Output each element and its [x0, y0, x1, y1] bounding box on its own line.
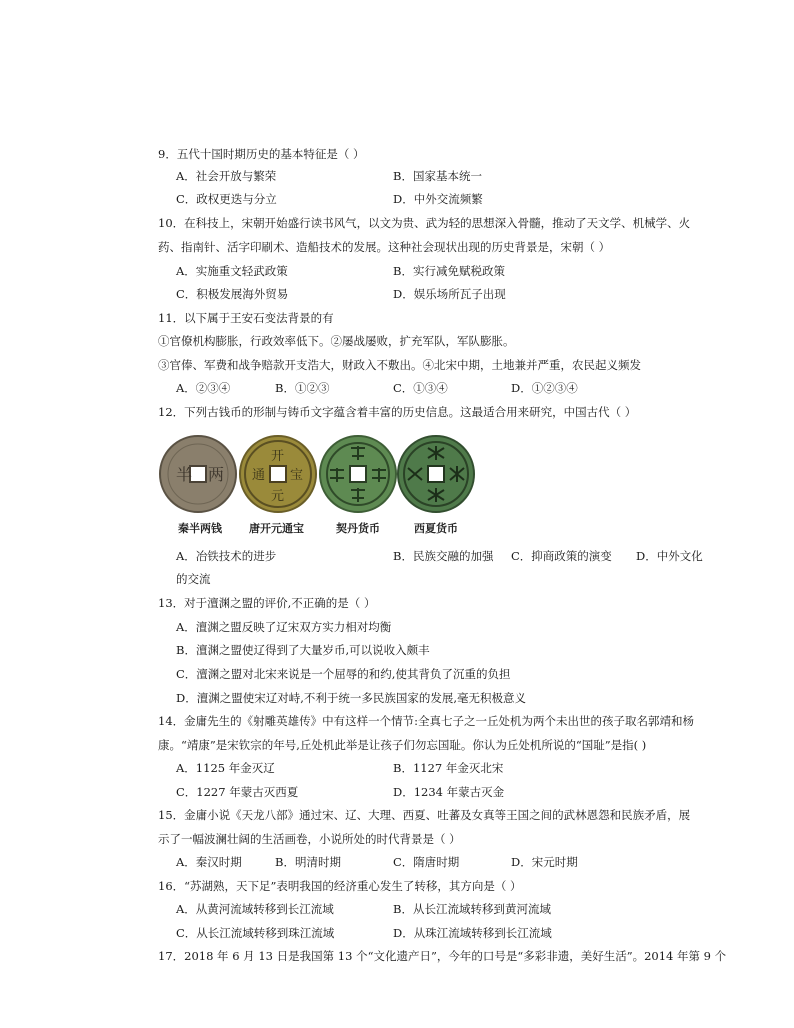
- q14-stem-line1: 14．金庸先生的《射雕英雄传》中有这样一个情节:全真七子之一丘处机为两个未出世的孩子取名郭靖和杨: [158, 714, 695, 728]
- q11-stem: 11．以下属于王安石变法背景的有: [158, 311, 334, 325]
- svg-text:元: 元: [271, 489, 285, 504]
- q14-option-d[interactable]: D．1234 年蒙古灭金: [393, 785, 505, 799]
- q16-stem: 16．“苏湖熟，天下足”表明我国的经济重心发生了转移，其方向是（ ）: [158, 879, 522, 893]
- q15-option-b[interactable]: B．明清时期: [275, 855, 341, 869]
- qin-banliang-coin-image: [158, 434, 238, 514]
- q16-option-d[interactable]: D．从珠江流域转移到长江流域: [393, 926, 552, 940]
- svg-text:半: 半: [176, 465, 193, 484]
- q10-stem-line2: 药、指南针、活字印刷术、造船技术的发展。这种社会现状出现的历史背景是，宋朝（ ）: [158, 240, 611, 254]
- q15-option-d[interactable]: D．宋元时期: [511, 855, 578, 869]
- q11-option-b[interactable]: B．①②③: [275, 381, 330, 395]
- q16-option-b[interactable]: B．从长江流域转移到黄河流域: [393, 902, 551, 916]
- svg-text:开: 开: [271, 449, 285, 464]
- q13-stem: 13．对于澶渊之盟的评价,不正确的是（ ）: [158, 596, 376, 610]
- q13-option-d[interactable]: D．澶渊之盟使宋辽对峙,不利于统一多民族国家的发展,毫无积极意义: [176, 691, 527, 705]
- q11-option-d[interactable]: D．①②③④: [511, 381, 578, 395]
- q16-option-a[interactable]: A．从黄河流域转移到长江流域: [176, 902, 334, 916]
- q9-option-c[interactable]: C．政权更迭与分立: [176, 192, 277, 206]
- svg-text:宝: 宝: [290, 468, 304, 483]
- q12-option-b[interactable]: B．民族交融的加强: [393, 549, 494, 563]
- q11-option-a[interactable]: A．②③④: [176, 381, 231, 395]
- q15-stem-line1: 15．金庸小说《天龙八部》通过宋、辽、大理、西夏、吐蕃及女真等王国之间的武林恩怨和民族矛盾，展: [158, 808, 691, 822]
- q10-option-b[interactable]: B．实行减免赋税政策: [393, 264, 505, 278]
- xixia-coin-image: [396, 434, 476, 514]
- q11-item-line1: ①官僚机构膨胀，行政效率低下。②屡战屡败，扩充军队，军队膨胀。: [158, 334, 515, 348]
- q11-option-c[interactable]: C．①③④: [393, 381, 448, 395]
- svg-text:两: 两: [208, 465, 225, 484]
- q12-option-c[interactable]: C．抑商政策的演变: [511, 549, 612, 563]
- q9-option-d[interactable]: D．中外交流频繁: [393, 192, 483, 206]
- q12-option-d-continued: 的交流: [176, 572, 211, 586]
- q15-option-a[interactable]: A．秦汉时期: [176, 855, 242, 869]
- q15-stem-line2: 示了一幅波澜壮阔的生活画卷，小说所处的时代背景是（ ）: [158, 832, 461, 846]
- q12-option-a[interactable]: A．冶铁技术的进步: [176, 549, 277, 563]
- q10-option-c[interactable]: C．积极发展海外贸易: [176, 287, 289, 301]
- q14-option-c[interactable]: C．1227 年蒙古灭西夏: [176, 785, 299, 799]
- coin-images: [158, 430, 478, 540]
- q9-option-a[interactable]: A．社会开放与繁荣: [176, 169, 277, 183]
- svg-text:通: 通: [252, 468, 266, 483]
- coin-caption-qin: 秦半两钱: [178, 522, 222, 535]
- q13-option-a[interactable]: A．澶渊之盟反映了辽宋双方实力相对均衡: [176, 620, 392, 634]
- coin-caption-khitan: 契丹货币: [336, 522, 380, 535]
- coin-caption-tang: 唐开元通宝: [249, 522, 304, 535]
- q14-option-b[interactable]: B．1127 年金灭北宋: [393, 761, 504, 775]
- q10-option-d[interactable]: D．娱乐场所瓦子出现: [393, 287, 506, 301]
- tang-kaiyuan-coin-image: [238, 434, 318, 514]
- q17-stem: 17．2018 年 6 月 13 日是我国第 13 个“文化遗产日”，今年的口号是“多彩非遗，美好生活”。2014 年第 9 个: [158, 949, 727, 963]
- khitan-coin-image: [318, 434, 398, 514]
- q15-option-c[interactable]: C．隋唐时期: [393, 855, 460, 869]
- q12-option-d[interactable]: D．中外文化: [636, 549, 703, 563]
- coin-caption-xixia: 西夏货币: [414, 522, 458, 535]
- q14-stem-line2: 康。“靖康”是宋钦宗的年号,丘处机此举是让孩子们勿忘国耻。你认为丘处机所说的“国耻”是指( ): [158, 738, 647, 752]
- q13-option-c[interactable]: C．澶渊之盟对北宋来说是一个屈辱的和约,使其背负了沉重的负担: [176, 667, 511, 681]
- q16-option-c[interactable]: C．从长江流域转移到珠江流域: [176, 926, 335, 940]
- q10-stem-line1: 10．在科技上，宋朝开始盛行读书风气，以文为贵、武为轻的思想深入骨髓，推动了天文学、机械学、火: [158, 216, 691, 230]
- q9-option-b[interactable]: B．国家基本统一: [393, 169, 482, 183]
- q14-option-a[interactable]: A．1125 年金灭辽: [176, 761, 275, 775]
- q13-option-b[interactable]: B．澶渊之盟使辽得到了大量岁币,可以说收入颇丰: [176, 643, 430, 657]
- q12-stem: 12．下列古钱币的形制与铸币文字蕴含着丰富的历史信息。这最适合用来研究，中国古代（ ）: [158, 405, 637, 419]
- q9-stem: 9．五代十国时期历史的基本特征是（ ）: [158, 147, 365, 161]
- q11-item-line2: ③官俸、军费和战争赔款开支浩大，财政入不敷出。④北宋中期，土地兼并严重，农民起义频发: [158, 358, 641, 372]
- q10-option-a[interactable]: A．实施重文轻武政策: [176, 264, 288, 278]
